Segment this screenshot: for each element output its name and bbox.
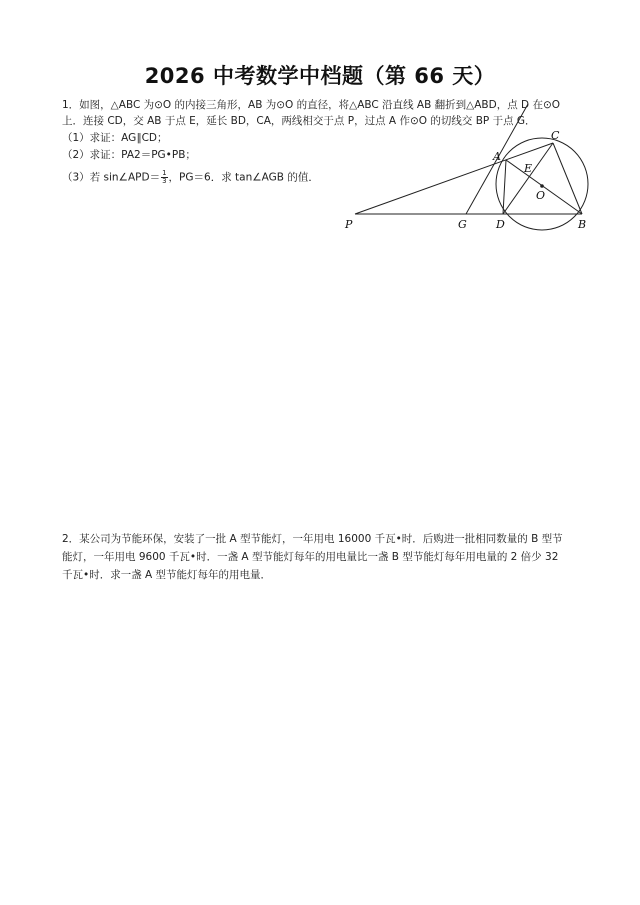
- center-point: [540, 184, 544, 188]
- label-d: D: [496, 218, 505, 231]
- label-a: A: [493, 150, 501, 163]
- problem1-line1: 1．如图，△ABC 为⊙O 的内接三角形，AB 为⊙O 的直径，将△ABC 沿直线 AB 翻折到△ABD，点 D 在⊙O: [62, 99, 561, 111]
- fraction-one-third: [161, 170, 167, 185]
- label-e: E: [524, 162, 533, 175]
- problem1-part2: （2）求证：PA2＝PG•PB；: [62, 149, 196, 161]
- label-p: P: [345, 218, 353, 231]
- problem1-line2: 上．连接 CD，交 AB 于点 E，延长 BD，CA，两线相交于点 P，过点 A 作⊙O 的切线交 BP 于点 G．: [62, 115, 536, 127]
- problem2-line1: 2．某公司为节能环保，安装了一批 A 型节能灯，一年用电 16000 千瓦•时．后购进一批相同数量的 B 型节: [62, 533, 563, 545]
- geometry-figure: [340, 100, 600, 235]
- problem1-part1: （1）求证：AG∥CD；: [62, 132, 168, 144]
- label-o: O: [536, 189, 546, 202]
- problem2-line2: 能灯，一年用电 9600 千瓦•时．一盏 A 型节能灯每年的用电量比一盏 B 型节能灯每年用电量的 2 倍少 32: [62, 551, 559, 563]
- fraction-denominator: 3: [162, 177, 167, 185]
- part3-suffix: ，PG＝6．求 tan∠AGB 的值．: [168, 171, 319, 184]
- fraction-numerator: 1: [162, 169, 167, 177]
- circle-o: [496, 138, 588, 230]
- part3-prefix: （3）若 sin∠APD＝: [62, 171, 161, 184]
- line-pc: [355, 143, 553, 214]
- page-title: 2026 中考数学中档题（第 66 天）: [144, 64, 496, 88]
- label-c: C: [551, 129, 560, 142]
- line-cd: [503, 143, 553, 214]
- label-g: G: [458, 218, 467, 231]
- problem2-line3: 千瓦•时．求一盏 A 型节能灯每年的用电量．: [62, 569, 272, 581]
- label-b: B: [578, 218, 587, 231]
- line-ad: [503, 160, 506, 214]
- problem1-part3: [62, 170, 319, 185]
